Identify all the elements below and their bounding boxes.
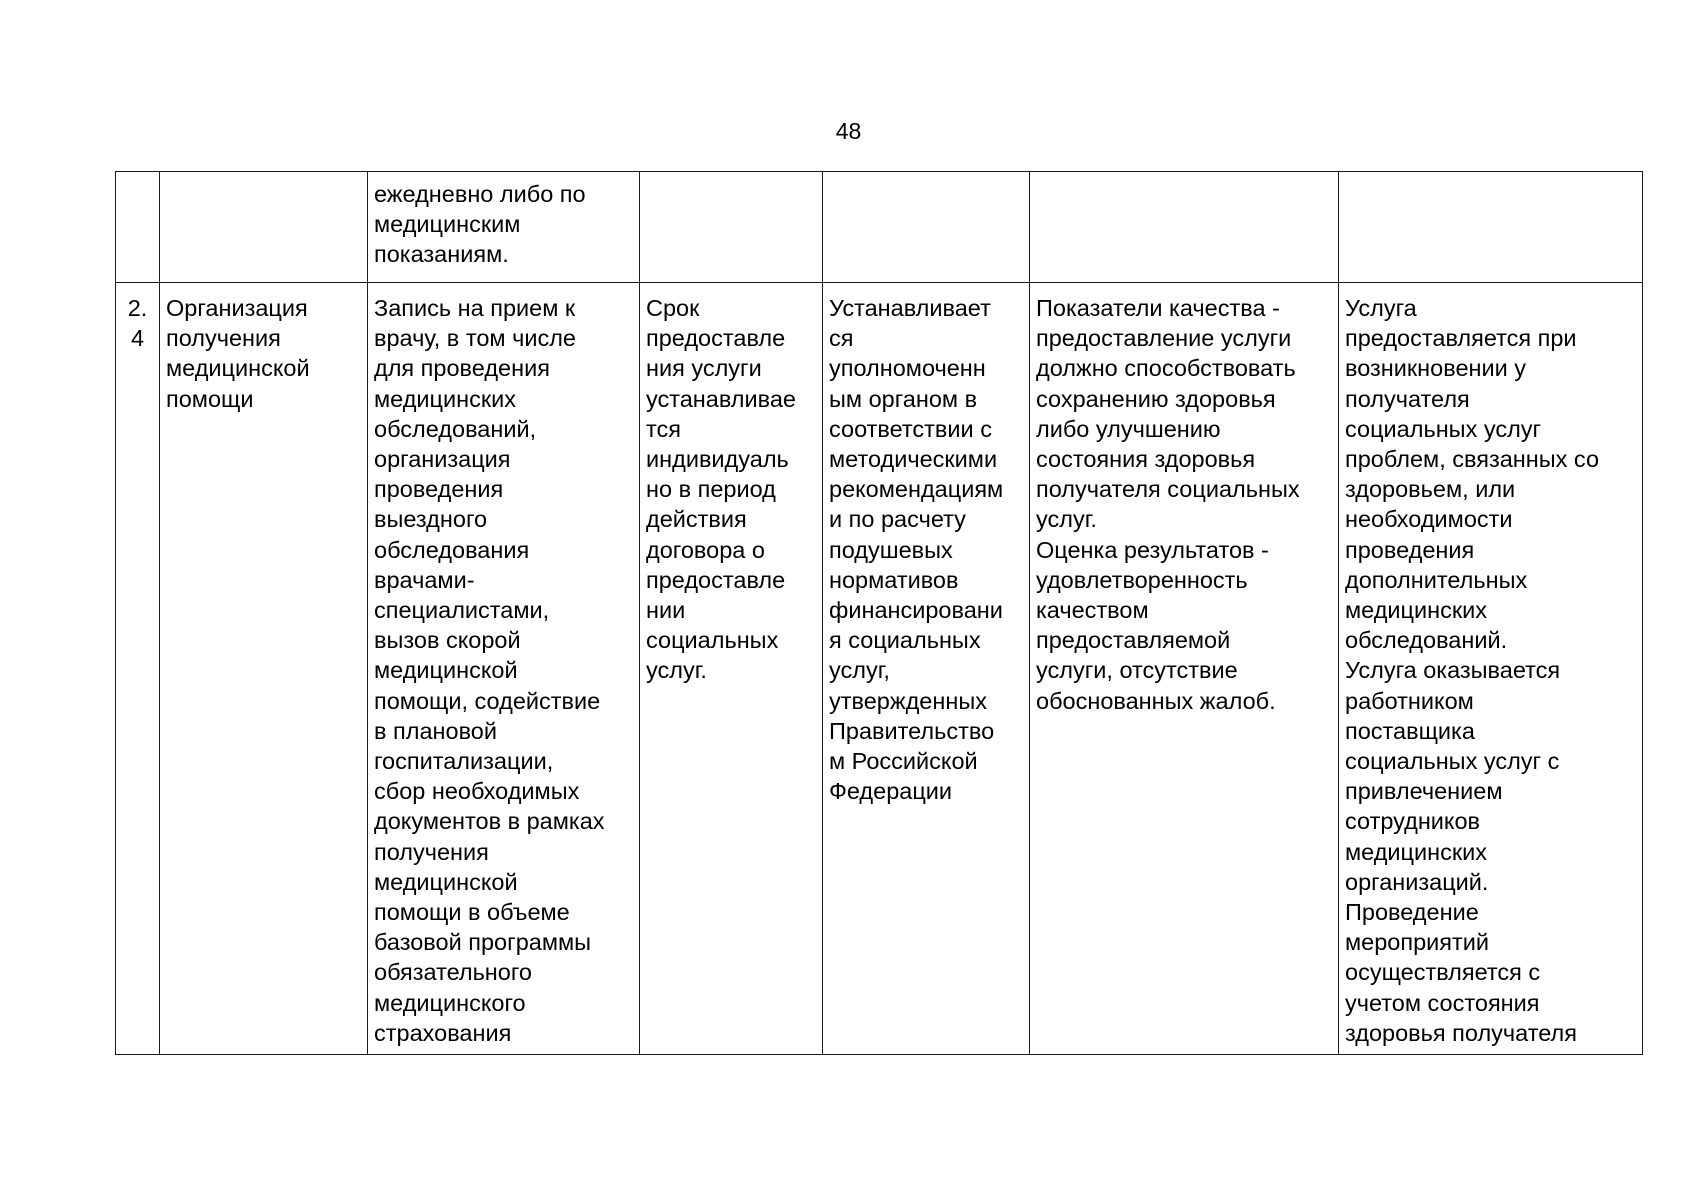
table-cell-timeframe <box>640 172 823 283</box>
table-cell-conditions <box>1339 172 1643 283</box>
table-cell-service-name <box>160 172 368 283</box>
table-cell-timeframe: Срок предоставле ния услуги устанавливае тся индивидуаль но в период действия договора о предоставле нии социальных услуг. <box>640 283 823 1055</box>
services-table <box>115 171 1643 1055</box>
page-number: 48 <box>835 118 862 144</box>
table-cell-norm <box>823 172 1030 283</box>
table-cell-number <box>116 172 160 283</box>
table-cell-norm: Устанавливает ся уполномоченн ым органом в соответствии с методическими рекомендациям и по расчету подушевых нормативов финансировани я социальных услуг, утвержденных Правительство м Российской Федерации <box>823 283 1030 1055</box>
table-cell-quality <box>1030 172 1339 283</box>
table-cell-number: 2. 4 <box>116 283 160 1055</box>
table-cell-quality: Показатели качества - предоставление услуги должно способствовать сохранению здоровья либо улучшению состояния здоровья получателя социальных услуг. Оценка результатов - удовлетворенность качеством предоставляемой услуги, отсутствие обоснованных жалоб. <box>1030 283 1339 1055</box>
table-row-service-2-4 <box>116 283 1643 1055</box>
table-cell-description: ежедневно либо по медицинским показаниям. <box>368 172 640 283</box>
table-row-continuation <box>116 172 1643 283</box>
table-cell-description: Запись на прием к врачу, в том числе для проведения медицинских обследований, организация проведения выездного обследования врачами- специалистами, вызов скорой медицинской помощи, содействие в плановой госпитализации, сбор необходимых документов в рамках получения медицинской помощи в объеме базовой программы обязательного медицинского страхования <box>368 283 640 1055</box>
table-cell-service-name: Организация получения медицинской помощи <box>160 283 368 1055</box>
table-cell-conditions: Услуга предоставляется при возникновении у получателя социальных услуг проблем, связанных со здоровьем, или необходимости проведения дополнительных медицинских обследований. Услуга оказывается работником поставщика социальных услуг с привлечением сотрудников медицинских организаций. Проведение мероприятий осуществляется с учетом состояния здоровья получателя <box>1339 283 1643 1055</box>
